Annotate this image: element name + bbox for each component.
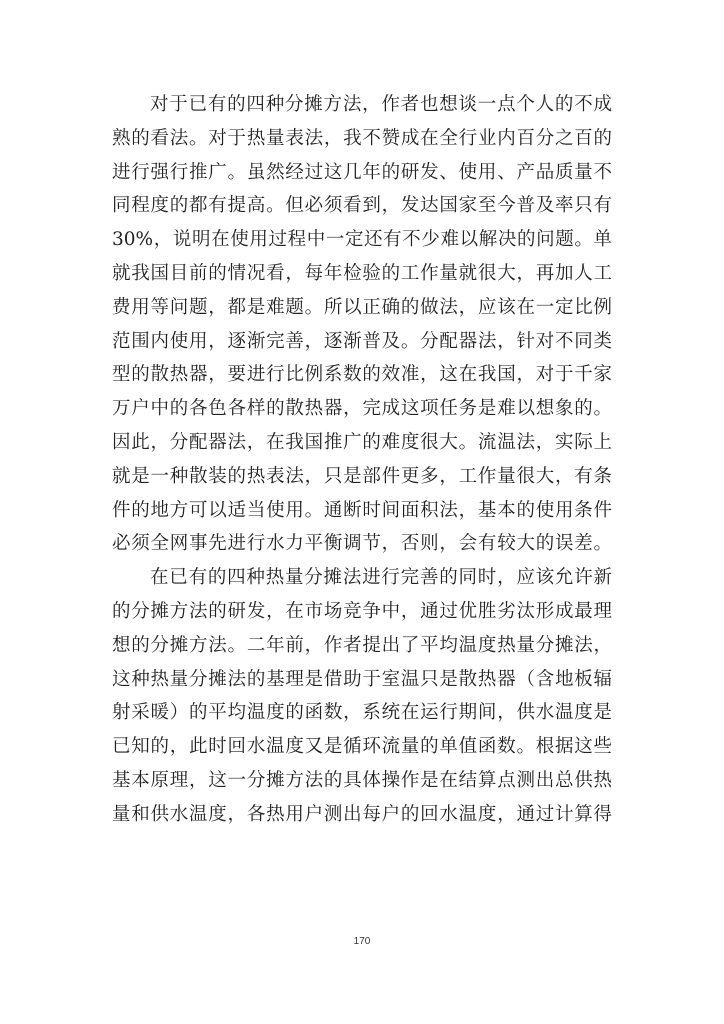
text-line: 件的地方可以适当使用。通断时间面积法，基本的使用条件 [112, 499, 612, 521]
text-line: 在已有的四种热量分摊法进行完善的同时，应该允许新 [150, 567, 612, 589]
text-line: 基本原理，这一分摊方法的具体操作是在结算点测出总供热 [112, 769, 612, 791]
text-line: 30%，说明在使用过程中一定还有不少难以解决的问题。单 [112, 229, 612, 251]
text-line: 量和供水温度，各热用户测出每户的回水温度，通过计算得 [112, 803, 612, 825]
text-line: 必须全网事先进行水力平衡调节，否则，会有较大的误差。 [112, 533, 612, 555]
text-line: 进行强行推广。虽然经过这几年的研发、使用、产品质量不 [112, 161, 612, 183]
text-line: 费用等问题，都是难题。所以正确的做法，应该在一定比例 [112, 296, 612, 318]
text-line: 就我国目前的情况看，每年检验的工作量就很大，再加人工 [112, 262, 612, 284]
text-line: 对于已有的四种分摊方法，作者也想谈一点个人的不成 [150, 94, 612, 115]
text-line: 已知的，此时回水温度又是循环流量的单值函数。根据这些 [112, 736, 612, 758]
text-line: 射采暖）的平均温度的函数，系统在运行期间，供水温度是 [112, 702, 612, 724]
text-line: 这种热量分摊法的基理是借助于室温只是散热器（含地板辐 [112, 668, 612, 690]
text-line: 型的散热器，要进行比例系数的效准，这在我国，对于千家 [112, 364, 612, 386]
text-line: 想的分摊方法。二年前，作者提出了平均温度热量分摊法， [112, 634, 612, 656]
body-text [112, 88, 612, 832]
text-line: 同程度的都有提高。但必须看到，发达国家至今普及率只有 [112, 195, 612, 217]
text-line: 范围内使用，逐渐完善，逐渐普及。分配器法，针对不同类 [112, 330, 612, 352]
text-line: 熟的看法。对于热量表法，我不赞成在全行业内百分之百的 [112, 127, 612, 149]
text-line: 因此，分配器法，在我国推广的难度很大。流温法，实际上 [112, 431, 612, 453]
text-line: 的分摊方法的研发，在市场竞争中，通过优胜劣汰形成最理 [112, 600, 612, 622]
text-line: 万户中的各色各样的散热器，完成这项任务是难以想象的。 [112, 398, 612, 420]
page-number: 170 [353, 936, 371, 947]
text-line: 就是一种散装的热表法，只是部件更多，工作量很大，有条 [112, 465, 612, 487]
